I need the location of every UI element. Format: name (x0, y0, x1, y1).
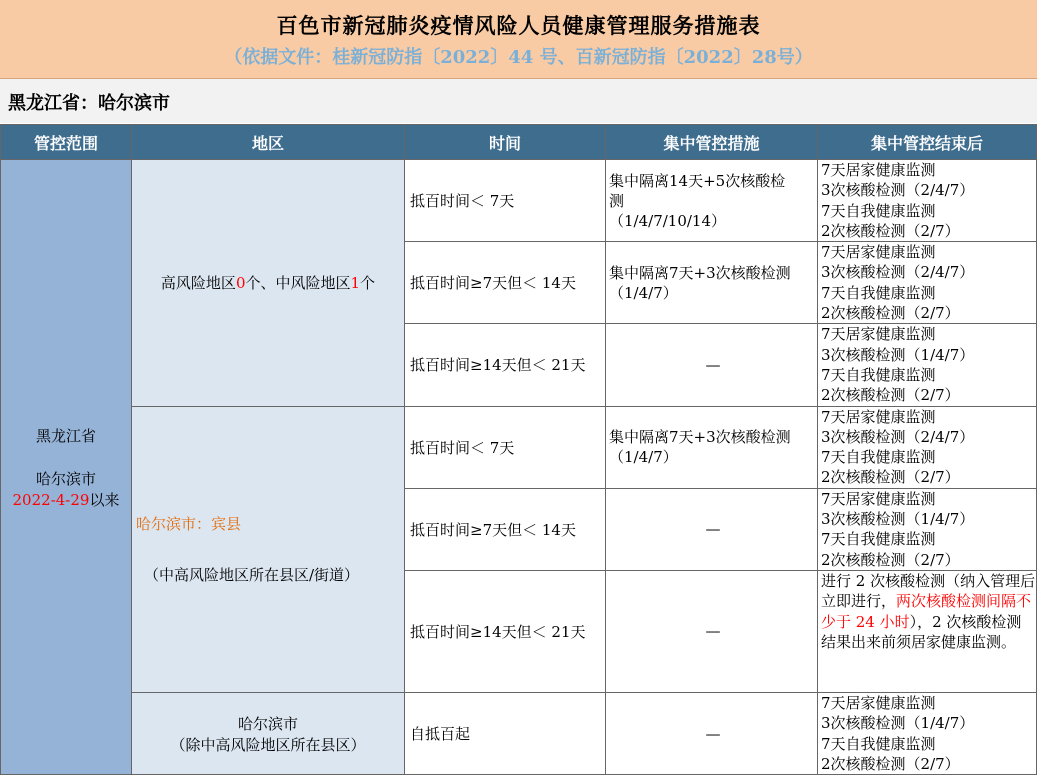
scope-city: 哈尔滨市 (35, 469, 96, 488)
table-row (1, 160, 1037, 242)
scope-cell (1, 160, 132, 775)
measure-cell (606, 160, 818, 242)
page-title: 百色市新冠肺炎疫情风险人员健康管理服务措施表 (276, 13, 761, 38)
after-line: 7天居家健康监测 (821, 407, 936, 426)
after-cell (818, 242, 1037, 324)
after-line: 3次核酸检测（2/4/7） (821, 181, 975, 200)
scope-date: 2022-4-29 (12, 490, 90, 509)
after-line: 3次核酸检测（1/4/7） (821, 510, 975, 529)
after-line: 2次核酸检测（2/7） (821, 386, 960, 405)
measure-line: 集中隔离14天+5次核酸检 (609, 171, 786, 190)
header (0, 0, 1037, 79)
after-line: 2次核酸检测（2/7） (821, 468, 960, 487)
measure-line: （1/4/7） (609, 283, 678, 302)
measure-cell-empty: — (606, 324, 818, 406)
after-cell (818, 406, 1037, 488)
after-line: 7天自我健康监测 (821, 365, 936, 384)
measure-line: 测 (609, 191, 625, 210)
measure-line: （1/4/7/10/14） (609, 211, 727, 230)
after-line: 2次核酸检测（2/7） (821, 754, 960, 773)
table-row (1, 692, 1037, 774)
after-line: 3次核酸检测（1/4/7） (821, 345, 975, 364)
area1-part2: 个、中风险地区 (245, 274, 351, 293)
area2-gap (136, 534, 404, 564)
after-line: 2次核酸检测（2/7） (821, 550, 960, 569)
after-cell-paragraph (818, 570, 1037, 692)
page-subtitle: （依据文件：桂新冠防指〔2022〕44 号、百新冠防指〔2022〕28号） (224, 47, 813, 68)
time-cell: 抵百时间＜ 7天 (405, 160, 606, 242)
province-label: 黑龙江省：哈尔滨市 (8, 93, 170, 114)
measure-line: （1/4/7） (609, 448, 678, 467)
area3-line1: 哈尔滨市 (237, 714, 298, 733)
time-cell: 抵百时间≥7天但＜ 14天 (405, 242, 606, 324)
after-para-a: 进行 2 次核酸检测（纳入管理 (821, 571, 1021, 590)
area2-note: （中高风险地区所在县区/街道） (144, 566, 360, 585)
area1-part1: 高风险地区 (160, 274, 236, 293)
column-header-time: 时间 (405, 125, 606, 160)
after-line: 3次核酸检测（1/4/7） (821, 714, 975, 733)
province-bar (0, 79, 1037, 123)
after-para-c: ），2 次核酸检测结果出来前须居家健康监测。 (821, 612, 1022, 652)
after-line: 7天自我健康监测 (821, 530, 936, 549)
after-cell (818, 160, 1037, 242)
after-line: 3次核酸检测（2/4/7） (821, 427, 975, 446)
after-line: 7天居家健康监测 (821, 489, 936, 508)
after-line: 3次核酸检测（2/4/7） (821, 263, 975, 282)
after-cell (818, 692, 1037, 774)
scope-date-line (1, 489, 131, 510)
after-para-b: 后立即进行， (821, 571, 1036, 611)
after-cell (818, 324, 1037, 406)
area1-mid-count: 1 (350, 274, 361, 293)
time-cell: 抵百时间≥7天但＜ 14天 (405, 488, 606, 570)
scope-province: 黑龙江省 (35, 426, 96, 445)
after-line: 7天居家健康监测 (821, 243, 936, 262)
measure-line: 集中隔离7天+3次核酸检测 (609, 263, 791, 282)
area1-part3: 个 (360, 274, 376, 293)
area-cell-harbin-other (132, 692, 405, 774)
area3-line2: （除中高风险地区所在县区） (170, 735, 366, 754)
measure-cell-empty: — (606, 692, 818, 774)
time-cell: 自抵百起 (405, 692, 606, 774)
area-cell-risk-summary (132, 160, 405, 407)
after-cell (818, 488, 1037, 570)
area1-high-count: 0 (235, 274, 246, 293)
area2-name: 哈尔滨市：宾县 (136, 515, 242, 534)
after-line: 2次核酸检测（2/7） (821, 304, 960, 323)
after-line: 7天居家健康监测 (821, 325, 936, 344)
after-line: 7天自我健康监测 (821, 448, 936, 467)
measures-table (0, 124, 1037, 775)
measure-cell (606, 242, 818, 324)
after-line: 2次核酸检测（2/7） (821, 221, 960, 240)
table-row (1, 406, 1037, 488)
scope-since: 以来 (89, 490, 120, 509)
time-cell: 抵百时间≥14天但＜ 21天 (405, 570, 606, 692)
after-line: 7天自我健康监测 (821, 734, 936, 753)
column-header-measure: 集中管控措施 (606, 125, 818, 160)
column-header-after: 集中管控结束后 (818, 125, 1037, 160)
scope-gap (1, 446, 131, 468)
after-para-highlight: 两次核酸检测间隔不少于 24 小时 (821, 592, 1032, 631)
after-line: 7天居家健康监测 (821, 161, 936, 179)
measure-cell-empty: — (606, 488, 818, 570)
time-cell: 抵百时间≥14天但＜ 21天 (405, 324, 606, 406)
time-cell: 抵百时间＜ 7天 (405, 406, 606, 488)
column-header-scope: 管控范围 (1, 125, 132, 160)
measure-cell-empty: — (606, 570, 818, 692)
column-header-area: 地区 (132, 125, 405, 160)
area-cell-binxian (132, 406, 405, 692)
measure-cell (606, 406, 818, 488)
after-line: 7天自我健康监测 (821, 283, 936, 302)
after-line: 7天居家健康监测 (821, 693, 936, 712)
measure-line: 集中隔离7天+3次核酸检测 (609, 428, 791, 447)
after-line: 7天自我健康监测 (821, 201, 936, 220)
table-header-row (1, 125, 1037, 160)
